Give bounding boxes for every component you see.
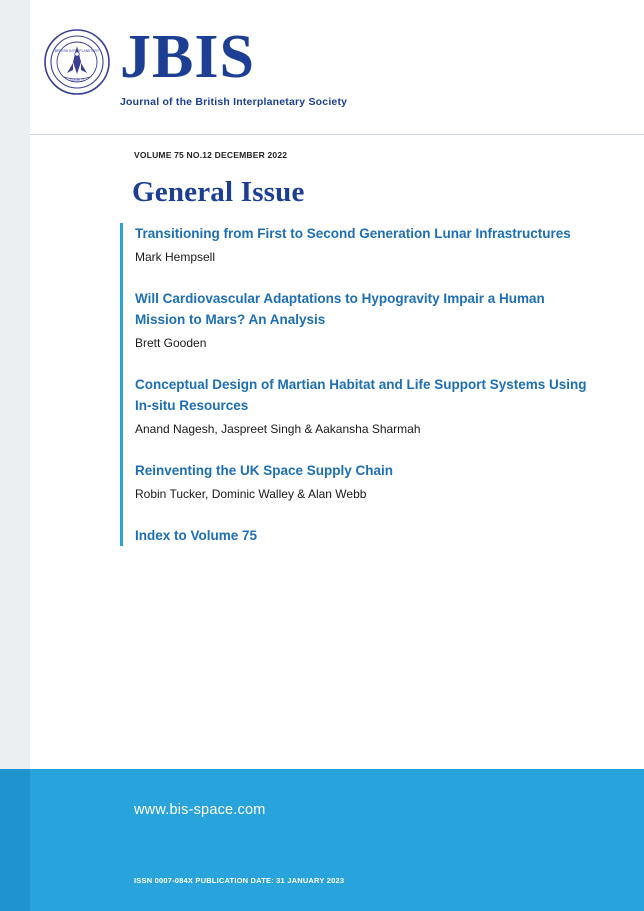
article-title[interactable]: Conceptual Design of Martian Habitat and Life Support Systems Using In-situ Resources [135, 377, 587, 413]
website-link[interactable]: www.bis-space.com [134, 802, 266, 818]
list-item[interactable] [135, 525, 590, 546]
article-authors: Mark Hempsell [135, 250, 216, 264]
footer-left-band [0, 769, 30, 911]
article-authors: Brett Gooden [135, 336, 207, 350]
footer [30, 769, 644, 911]
list-item[interactable] [135, 374, 590, 437]
volume-line: VOLUME 75 NO.12 DECEMBER 2022 [134, 150, 288, 160]
list-item[interactable] [135, 460, 590, 502]
list-item[interactable] [135, 223, 590, 265]
journal-subtitle: Journal of the British Interplanetary Society [120, 96, 348, 108]
masthead [30, 0, 644, 135]
svg-text:SOCIETY: SOCIETY [69, 78, 85, 82]
jbis-roundel-icon [44, 29, 110, 95]
article-title[interactable]: Index to Volume 75 [135, 528, 258, 543]
article-title[interactable]: Will Cardiovascular Adaptations to Hypogravity Impair a Human Mission to Mars? An Analysis [135, 291, 545, 327]
article-authors: Anand Nagesh, Jaspreet Singh & Aakansha Sharmah [135, 422, 421, 436]
journal-acronym: JBIS [120, 23, 255, 91]
cover-content [30, 136, 644, 769]
article-title[interactable]: Transitioning from First to Second Generation Lunar Infrastructures [135, 226, 571, 241]
wordmark [120, 22, 460, 108]
article-title[interactable]: Reinventing the UK Space Supply Chain [135, 463, 394, 478]
table-of-contents [120, 223, 590, 546]
page-title: General Issue [132, 176, 305, 208]
svg-text:BRITISH INTERPLANETARY: BRITISH INTERPLANETARY [54, 49, 100, 53]
article-authors: Robin Tucker, Dominic Walley & Alan Webb [135, 487, 367, 501]
list-item[interactable] [135, 288, 590, 351]
issn-line: ISSN 0007-084X PUBLICATION DATE: 31 JANUARY 2023 [134, 876, 345, 885]
